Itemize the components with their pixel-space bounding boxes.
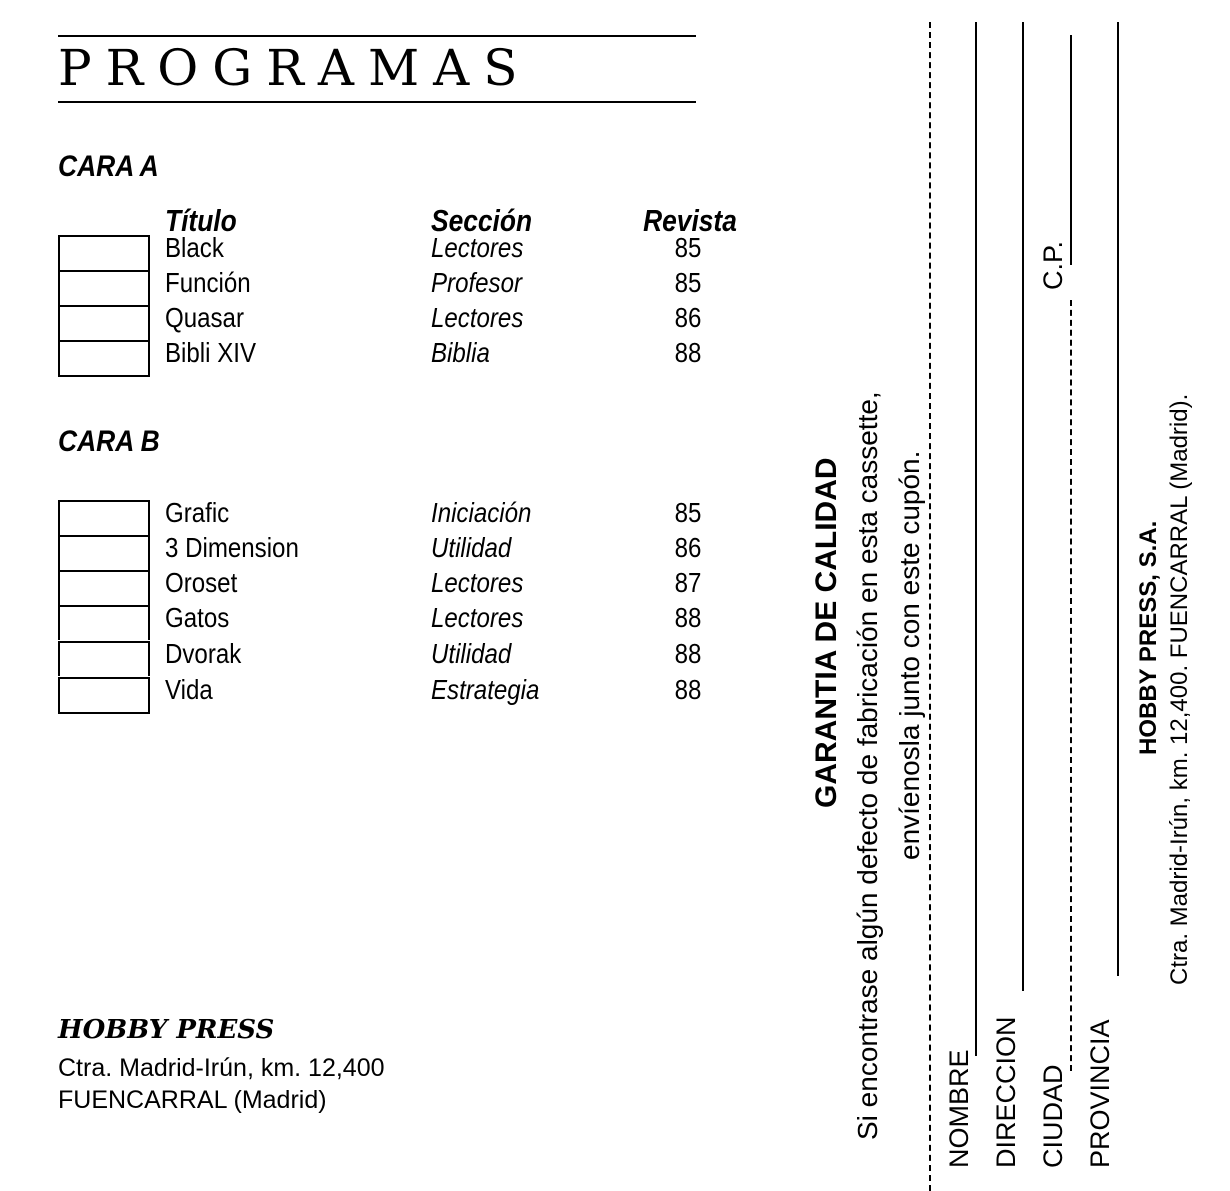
field-line-ciudad-top bbox=[1070, 35, 1072, 265]
direccion-label: DIRECCION bbox=[991, 1016, 1021, 1168]
program-title: 3 Dimension bbox=[165, 532, 299, 563]
program-section: Biblia bbox=[431, 337, 490, 368]
program-issue: 88 bbox=[674, 674, 702, 705]
checkbox[interactable] bbox=[58, 305, 150, 340]
field-line-provincia bbox=[1117, 22, 1119, 976]
program-section: Utilidad bbox=[431, 638, 512, 669]
checkbox[interactable] bbox=[58, 641, 150, 676]
publisher-address-line1: Ctra. Madrid-Irún, km. 12,400 bbox=[58, 1054, 385, 1082]
checkbox[interactable] bbox=[58, 570, 150, 605]
provincia-label: PROVINCIA bbox=[1085, 1019, 1115, 1168]
page-title: PROGRAMAS bbox=[58, 39, 532, 97]
program-title: Dvorak bbox=[165, 638, 242, 669]
program-section: Lectores bbox=[431, 567, 524, 598]
checkbox[interactable] bbox=[58, 270, 150, 305]
program-title: Quasar bbox=[165, 302, 244, 333]
table-row bbox=[58, 674, 758, 712]
program-title: Grafic bbox=[165, 497, 230, 528]
checkbox[interactable] bbox=[58, 500, 150, 535]
program-issue: 86 bbox=[674, 302, 702, 333]
cut-line bbox=[929, 22, 931, 1191]
program-issue: 87 bbox=[674, 567, 702, 598]
program-section: Profesor bbox=[431, 267, 523, 298]
program-issue: 86 bbox=[674, 532, 702, 563]
program-issue: 85 bbox=[674, 497, 702, 528]
side-a-heading: CARA A bbox=[58, 150, 159, 183]
coupon-company: HOBBY PRESS, S.A. bbox=[1135, 520, 1162, 755]
program-issue: 85 bbox=[674, 267, 702, 298]
publisher-name: HOBBY PRESS bbox=[58, 1015, 275, 1045]
program-issue: 88 bbox=[674, 638, 702, 669]
ciudad-label: CIUDAD bbox=[1038, 1064, 1068, 1168]
program-title: Vida bbox=[165, 674, 213, 705]
program-issue: 88 bbox=[674, 337, 702, 368]
table-row bbox=[58, 337, 758, 375]
coupon-text-line1: Si encontrase algún defecto de fabricación en esta cassette, bbox=[852, 391, 883, 1140]
column-header-revista: Revista bbox=[643, 203, 737, 238]
program-title: Oroset bbox=[165, 567, 238, 598]
checkbox[interactable] bbox=[58, 235, 150, 270]
nombre-label: NOMBRE bbox=[944, 1049, 974, 1168]
program-issue: 85 bbox=[674, 232, 702, 263]
program-title: Bibli XIV bbox=[165, 337, 257, 368]
coupon-text-line2: envíenosla junto con este cupón. bbox=[894, 450, 925, 860]
program-title: Black bbox=[165, 232, 224, 263]
field-line-ciudad bbox=[1070, 300, 1072, 1071]
program-section: Lectores bbox=[431, 602, 524, 633]
column-header-titulo: Título bbox=[165, 203, 237, 238]
title-rule-bottom bbox=[58, 101, 696, 103]
checkbox[interactable] bbox=[58, 605, 150, 640]
program-section: Utilidad bbox=[431, 532, 512, 563]
checkbox[interactable] bbox=[58, 340, 150, 377]
field-line-nombre bbox=[975, 22, 977, 1056]
checkbox[interactable] bbox=[58, 677, 150, 714]
cp-label: C.P. bbox=[1038, 240, 1068, 290]
program-section: Estrategia bbox=[431, 674, 540, 705]
side-b-heading: CARA B bbox=[58, 425, 160, 458]
program-section: Lectores bbox=[431, 232, 524, 263]
program-section: Iniciación bbox=[431, 497, 532, 528]
field-line-direccion bbox=[1022, 22, 1024, 991]
program-issue: 88 bbox=[674, 602, 702, 633]
coupon-company-address: Ctra. Madrid-Irún, km. 12,400. FUENCARRAL (Madrid). bbox=[1166, 393, 1193, 985]
column-header-seccion: Sección bbox=[431, 203, 533, 238]
checkbox[interactable] bbox=[58, 535, 150, 570]
program-title: Función bbox=[165, 267, 251, 298]
title-rule-top bbox=[58, 35, 696, 37]
publisher-address-line2: FUENCARRAL (Madrid) bbox=[58, 1086, 327, 1114]
program-section: Lectores bbox=[431, 302, 524, 333]
program-title: Gatos bbox=[165, 602, 230, 633]
coupon-heading: GARANTIA DE CALIDAD bbox=[810, 457, 843, 808]
